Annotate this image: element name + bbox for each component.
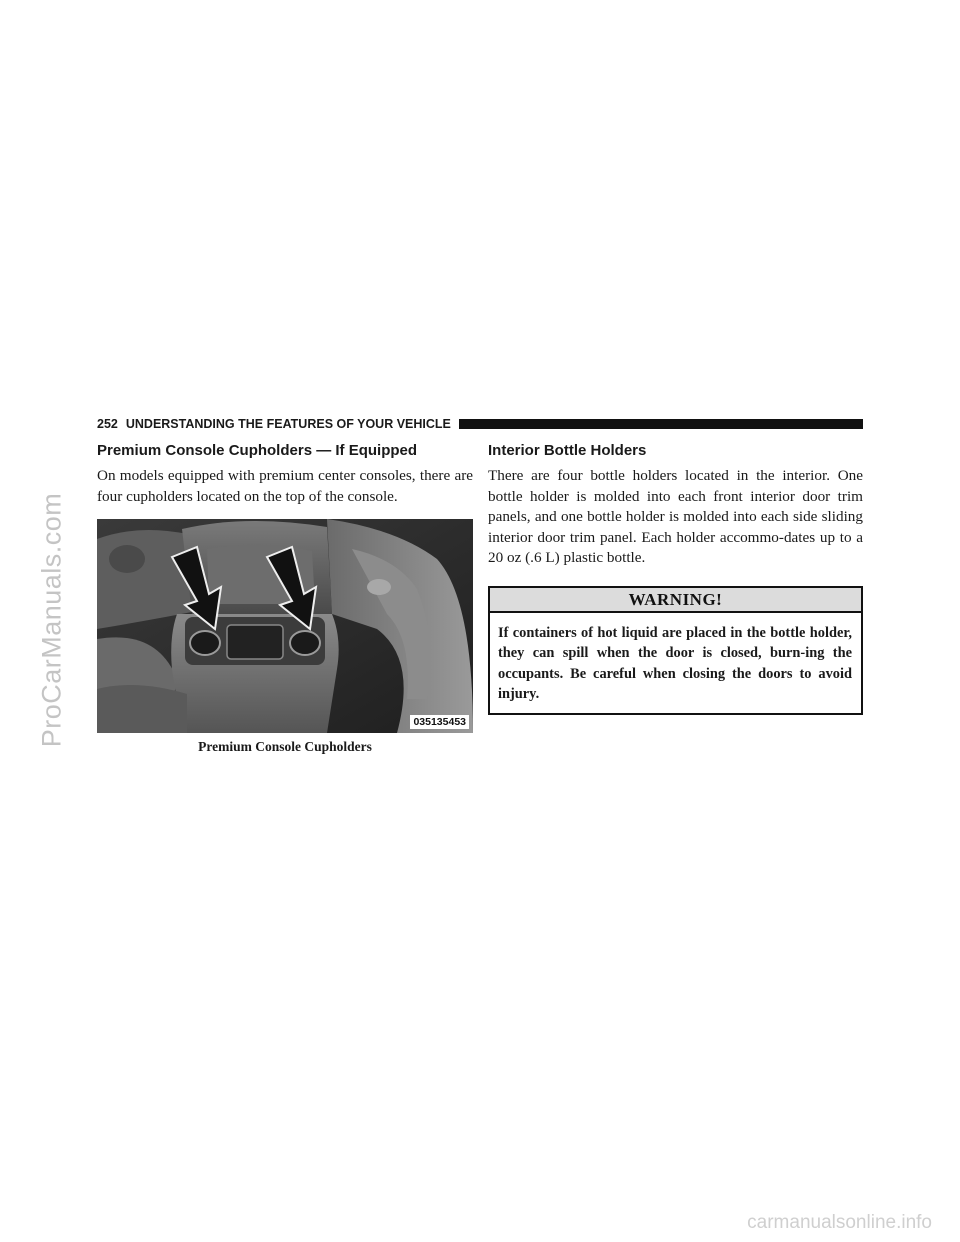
warning-text: If containers of hot liquid are placed in the bottle holder, they can spill when the door is closed, burn-ing the occupants. Be careful when closing the doors to avoid injury. xyxy=(498,624,852,702)
warning-title: WARNING! xyxy=(490,588,861,613)
figure-code: 035135453 xyxy=(410,715,469,729)
right-column xyxy=(488,441,863,715)
running-header xyxy=(97,416,863,432)
cupholder-figure xyxy=(97,519,473,733)
running-section-title: UNDERSTANDING THE FEATURES OF YOUR VEHICLE xyxy=(125,417,451,431)
premium-cupholders-paragraph: On models equipped with premium center consoles, there are four cupholders located on the top of the console. xyxy=(97,467,473,505)
figure-caption: Premium Console Cupholders xyxy=(198,739,372,754)
bottle-holders-heading: Interior Bottle Holders xyxy=(488,442,647,459)
header-rule xyxy=(459,419,863,429)
page-number: 252 xyxy=(97,417,118,431)
side-watermark: ProCarManuals.com xyxy=(36,492,67,748)
bottle-holders-paragraph: There are four bottle holders located in the interior. One bottle holder is molded into each front interior door trim panels, and one bottle holder is molded into each side sliding interior door trim panel. Each holder accommo-dates up to a 20 oz (.6 L) plastic bottle. xyxy=(488,467,863,566)
left-column xyxy=(97,441,473,755)
warning-box xyxy=(488,586,863,715)
premium-cupholders-heading: Premium Console Cupholders — If Equipped xyxy=(97,442,418,459)
cupholder-illustration xyxy=(97,519,473,733)
bottom-watermark: carmanualsonline.info xyxy=(747,1212,932,1233)
